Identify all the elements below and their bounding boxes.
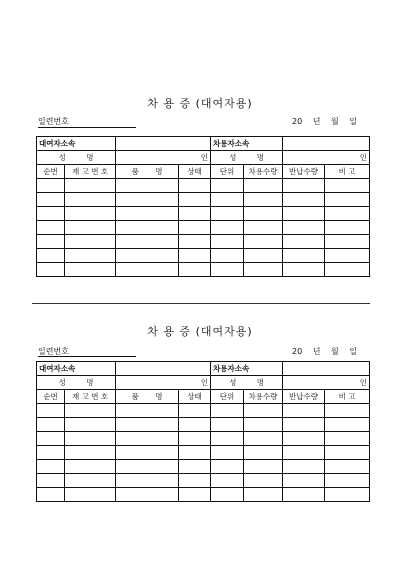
col-header-borrowed-qty: 차용수량	[244, 165, 283, 179]
col-header-item-name: 품 명	[116, 165, 179, 179]
lender-affiliation-label: 대여자소속	[37, 362, 116, 376]
col-header-item-name: 품 명	[116, 390, 179, 404]
table-row[interactable]	[37, 404, 370, 418]
col-header-seq: 순번	[37, 390, 65, 404]
table-row[interactable]	[37, 249, 370, 263]
borrower-affiliation-label: 차용자소속	[211, 137, 283, 151]
table-row[interactable]	[37, 474, 370, 488]
borrower-affiliation-label: 차용자소속	[211, 362, 283, 376]
lender-seal-label: 인	[116, 376, 211, 390]
cut-line-divider	[32, 303, 370, 304]
col-header-stock-no: 재 고 번 호	[65, 390, 116, 404]
lender-name-label: 성 명	[37, 376, 116, 390]
borrower-name-label: 성 명	[211, 376, 283, 390]
name-row	[37, 376, 370, 390]
form-title: 차 용 증 (대여자용)	[147, 97, 253, 110]
table-row[interactable]	[37, 488, 370, 502]
borrower-affiliation-field[interactable]	[283, 362, 370, 376]
lender-name-label: 성 명	[37, 151, 116, 165]
date-line: 20 년 월 일	[292, 117, 357, 126]
lender-affiliation-field[interactable]	[116, 362, 211, 376]
receipt-table	[36, 361, 370, 502]
borrower-seal-label: 인	[283, 151, 370, 165]
header-row	[37, 390, 370, 404]
serial-number-label: 일련번호	[38, 347, 69, 356]
col-header-unit: 단위	[211, 390, 244, 404]
col-header-borrowed-qty: 차용수량	[244, 390, 283, 404]
table-row[interactable]	[37, 263, 370, 277]
col-header-condition: 상태	[179, 390, 211, 404]
affiliation-row	[37, 362, 370, 376]
table-row[interactable]	[37, 432, 370, 446]
serial-number-label: 일련번호	[38, 117, 69, 126]
table-row[interactable]	[37, 418, 370, 432]
borrower-seal-label: 인	[283, 376, 370, 390]
col-header-remarks: 비 고	[325, 165, 370, 179]
col-header-stock-no: 재 고 번 호	[65, 165, 116, 179]
date-line: 20 년 월 일	[292, 347, 357, 356]
lender-affiliation-label: 대여자소속	[37, 137, 116, 151]
col-header-returned-qty: 반납수량	[283, 390, 325, 404]
borrower-name-label: 성 명	[211, 151, 283, 165]
form-title: 차 용 증 (대여자용)	[147, 325, 253, 338]
lender-seal-label: 인	[116, 151, 211, 165]
col-header-unit: 단위	[211, 165, 244, 179]
serial-number-field[interactable]	[38, 356, 136, 357]
col-header-seq: 순번	[37, 165, 65, 179]
col-header-returned-qty: 반납수량	[283, 165, 325, 179]
col-header-remarks: 비 고	[325, 390, 370, 404]
table-row[interactable]	[37, 446, 370, 460]
col-header-condition: 상태	[179, 165, 211, 179]
table-row[interactable]	[37, 460, 370, 474]
